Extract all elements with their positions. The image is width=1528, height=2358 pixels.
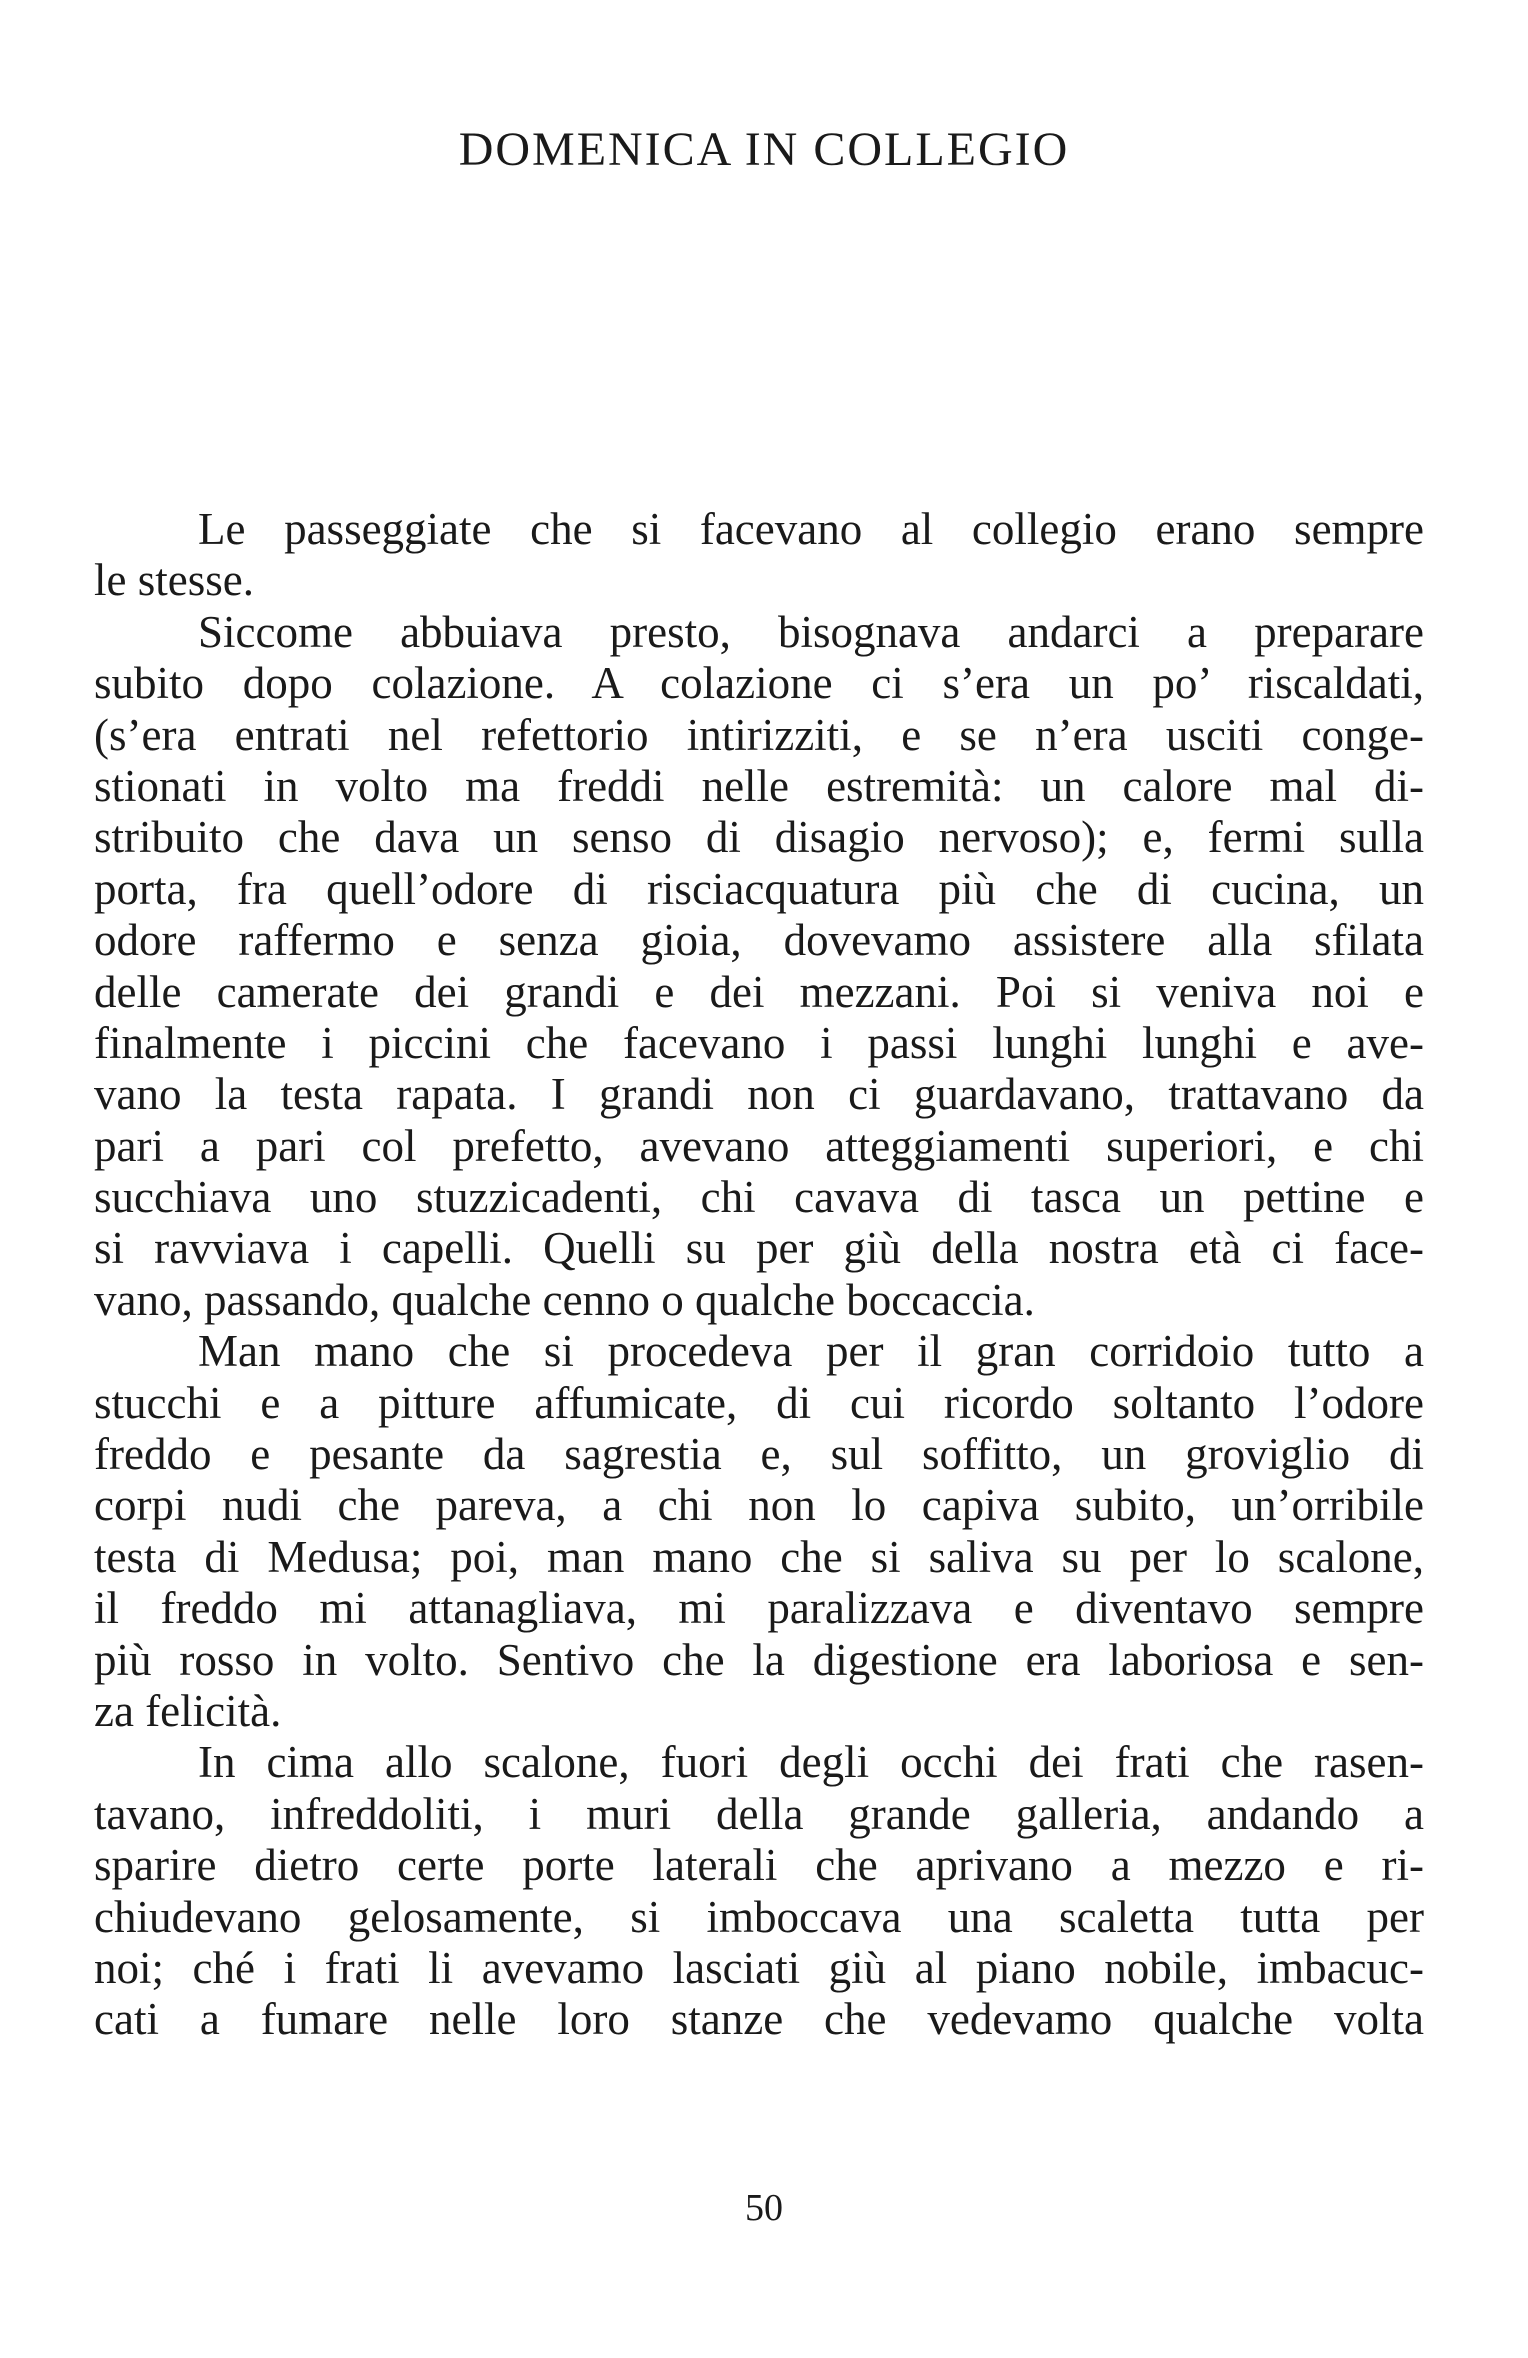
text-line: odore raffermo e senza gioia, dovevamo assistere alla sfilata bbox=[94, 915, 1424, 966]
text-line: si ravviava i capelli. Quelli su per giù della nostra età ci face- bbox=[94, 1223, 1424, 1274]
text-line: il freddo mi attanagliava, mi paralizzava e diventavo sempre bbox=[94, 1583, 1424, 1634]
text-line: tavano, infreddoliti, i muri della grande galleria, andando a bbox=[94, 1788, 1424, 1839]
text-line: succhiava uno stuzzicadenti, chi cavava di tasca un pettine e bbox=[94, 1172, 1424, 1223]
page-number: 50 bbox=[745, 2187, 783, 2229]
text-line: chiudevano gelosamente, si imboccava una scaletta tutta per bbox=[94, 1891, 1424, 1942]
text-line: stucchi e a pitture affumicate, di cui ricordo soltanto l’odore bbox=[94, 1377, 1424, 1428]
body-text bbox=[94, 504, 1424, 2046]
text-line: za felicità. bbox=[94, 1685, 282, 1736]
text-line: sparire dietro certe porte laterali che aprivano a mezzo e ri- bbox=[94, 1840, 1424, 1891]
text-line: Le passeggiate che si facevano al collegio erano sempre bbox=[198, 504, 1424, 554]
text-line: Siccome abbuiava presto, bisognava andarci a preparare bbox=[198, 606, 1424, 657]
text-line: (s’era entrati nel refettorio intirizziti, e se n’era usciti conge- bbox=[94, 709, 1424, 760]
text-line: testa di Medusa; poi, man mano che si saliva su per lo scalone, bbox=[94, 1531, 1424, 1582]
text-line: noi; ché i frati li avevamo lasciati giù al piano nobile, imbacuc- bbox=[94, 1942, 1424, 1993]
text-line: Man mano che si procedeva per il gran corridoio tutto a bbox=[198, 1326, 1424, 1377]
text-line: pari a pari col prefetto, avevano atteggiamenti superiori, e chi bbox=[94, 1120, 1424, 1171]
text-line: cati a fumare nelle loro stanze che vedevamo qualche volta bbox=[94, 1994, 1424, 2045]
text-line: stribuito che dava un senso di disagio nervoso); e, fermi sulla bbox=[94, 812, 1424, 863]
text-line: vano, passando, qualche cenno o qualche boccaccia. bbox=[94, 1274, 1035, 1325]
text-line: subito dopo colazione. A colazione ci s’era un po’ riscaldati, bbox=[94, 658, 1424, 709]
text-line: freddo e pesante da sagrestia e, sul soffitto, un groviglio di bbox=[94, 1429, 1424, 1480]
chapter-title: DOMENICA IN COLLEGIO bbox=[458, 123, 1070, 176]
text-line: le stesse. bbox=[94, 555, 254, 606]
text-line: più rosso in volto. Sentivo che la digestione era laboriosa e sen- bbox=[94, 1634, 1424, 1685]
text-line: vano la testa rapata. I grandi non ci guardavano, trattavano da bbox=[94, 1069, 1424, 1120]
text-line: delle camerate dei grandi e dei mezzani. Poi si veniva noi e bbox=[94, 966, 1424, 1017]
text-line: finalmente i piccini che facevano i passi lunghi lunghi e ave- bbox=[94, 1017, 1424, 1068]
text-line: porta, fra quell’odore di risciacquatura più che di cucina, un bbox=[94, 863, 1424, 914]
text-line: stionati in volto ma freddi nelle estremità: un calore mal di- bbox=[94, 760, 1424, 811]
text-line: In cima allo scalone, fuori degli occhi dei frati che rasen- bbox=[198, 1737, 1424, 1788]
text-line: corpi nudi che pareva, a chi non lo capiva subito, un’orribile bbox=[94, 1480, 1424, 1531]
